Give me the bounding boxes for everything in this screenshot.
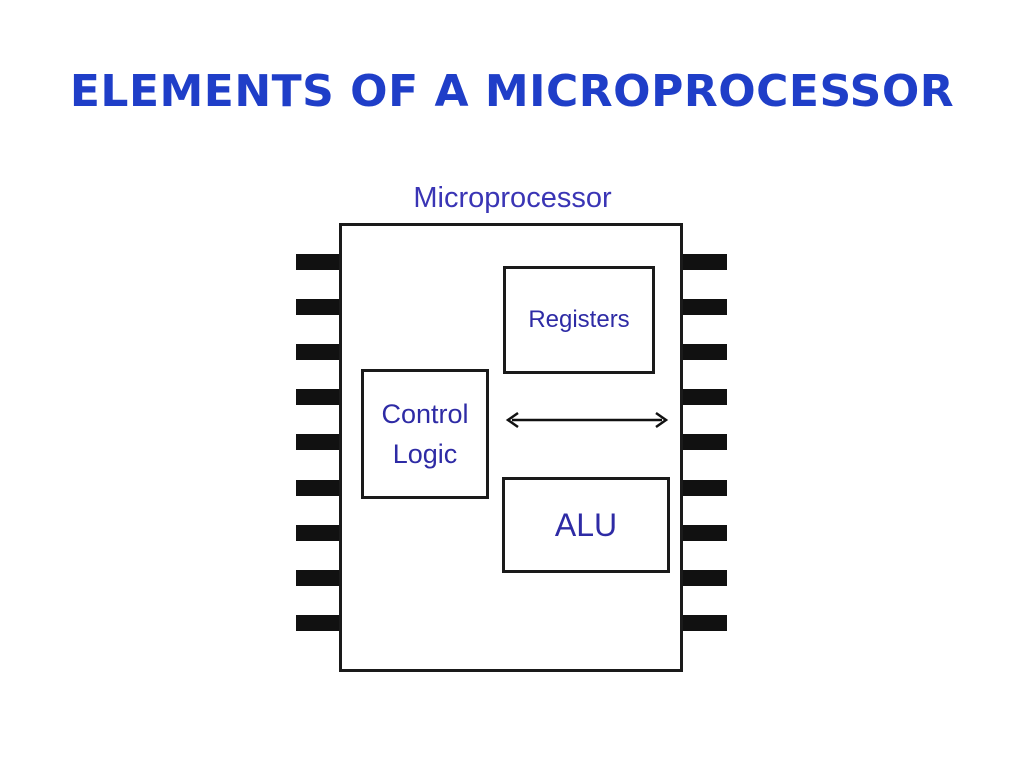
registers-block (503, 266, 655, 374)
right-pin (683, 389, 727, 405)
control-logic-block (361, 369, 489, 499)
alu-block (502, 477, 670, 573)
chip-label: Microprocessor (413, 182, 612, 214)
right-pin (683, 570, 727, 586)
control-logic-label-line2: Logic (392, 439, 458, 469)
control-logic-label-line1: Control (381, 399, 469, 429)
left-pin (296, 570, 340, 586)
left-pin (296, 389, 340, 405)
alu-label: ALU (554, 506, 618, 543)
bidirectional-arrow (504, 409, 670, 431)
right-pin (683, 299, 727, 315)
slide-title: ELEMENTS OF A MICROPROCESSOR (69, 66, 955, 117)
right-pin (683, 615, 727, 631)
right-pin (683, 480, 727, 496)
left-pin (296, 299, 340, 315)
left-pin (296, 344, 340, 360)
right-pin (683, 344, 727, 360)
registers-label: Registers (528, 306, 630, 333)
left-pin (296, 525, 340, 541)
left-pin (296, 434, 340, 450)
right-pin (683, 254, 727, 270)
left-pin (296, 480, 340, 496)
right-pin (683, 434, 727, 450)
left-pin (296, 615, 340, 631)
right-pin (683, 525, 727, 541)
left-pin (296, 254, 340, 270)
